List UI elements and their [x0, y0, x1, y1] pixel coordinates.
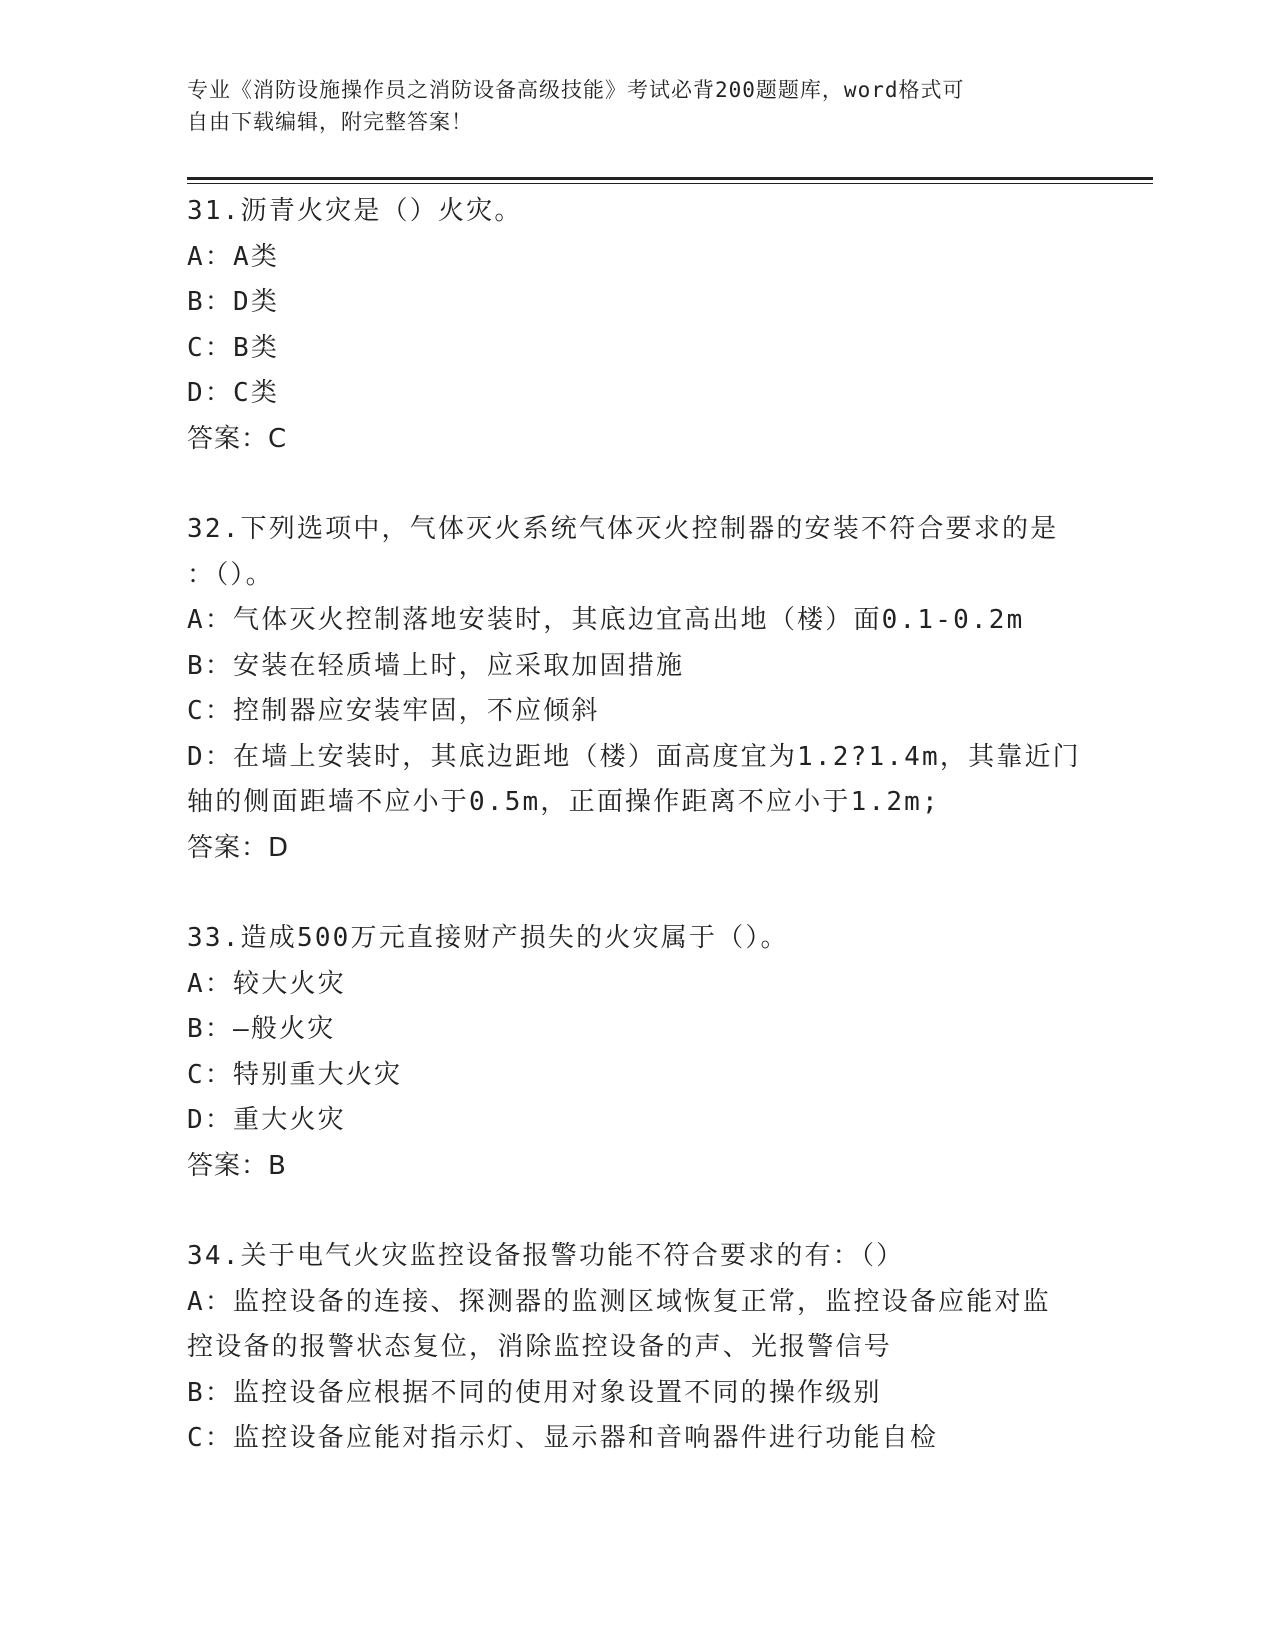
answer: 答案：B — [187, 1150, 287, 1181]
question-33 — [187, 916, 1087, 1189]
question-stem: 32.下列选项中，气体灭火系统气体灭火控制器的安装不符合要求的是 — [187, 514, 1059, 544]
option-d: D：重大火灾 — [187, 1105, 346, 1135]
question-stem: 33.造成500万元直接财产损失的火灾属于（）。 — [187, 923, 789, 953]
question-list — [187, 189, 1087, 1507]
option-c: C：特别重大火灾 — [187, 1059, 403, 1090]
option-a: A：较大火灾 — [187, 968, 346, 999]
question-stem: 34.关于电气火灾监控设备报警功能不符合要求的有：（） — [187, 1241, 905, 1271]
option-c: C：监控设备应能对指示灯、显示器和音响器件进行功能自检 — [187, 1423, 939, 1453]
answer: 答案：D — [187, 832, 290, 863]
document-header — [187, 74, 1087, 138]
answer: 答案：C — [187, 423, 288, 454]
option-d-continued: 轴的侧面距墙不应小于0.5m，正面操作距离不应小于1.2m; — [187, 787, 940, 817]
option-a-continued: 控设备的报警状态复位，消除监控设备的声、光报警信号 — [187, 1332, 893, 1362]
option-b: B：—般火灾 — [187, 1014, 336, 1044]
option-c: C：B类 — [187, 332, 280, 363]
option-a: A：监控设备的连接、探测器的监测区域恢复正常，监控设备应能对监 — [187, 1286, 1051, 1317]
question-32 — [187, 507, 1087, 871]
option-b: B：安装在轻质墙上时，应采取加固措施 — [187, 650, 685, 681]
option-c: C：控制器应安装牢固，不应倾斜 — [187, 696, 600, 726]
header-line-2: 自由下载编辑，附完整答案！ — [187, 110, 473, 134]
question-31 — [187, 189, 1087, 462]
option-a: A：气体灭火控制落地安装时，其底边宜高出地（楼）面0.1-0.2m — [187, 605, 1025, 635]
question-stem-continued: ：（）。 — [187, 559, 274, 590]
option-d: D：在墙上安装时，其底边距地（楼）面高度宜为1.2?1.4m，其靠近门 — [187, 741, 1081, 772]
option-b: B：监控设备应根据不同的使用对象设置不同的操作级别 — [187, 1377, 882, 1408]
header-line-1: 专业《消防设施操作员之消防设备高级技能》考试必背200题题库，word格式可 — [187, 78, 965, 102]
question-stem: 31.沥青火灾是（）火灾。 — [187, 196, 523, 226]
option-b: B：D类 — [187, 287, 280, 317]
option-a: A：A类 — [187, 241, 280, 272]
header-divider-thick — [187, 177, 1153, 180]
question-34 — [187, 1234, 1087, 1462]
header-divider-thin — [187, 183, 1153, 184]
option-d: D：C类 — [187, 378, 280, 408]
